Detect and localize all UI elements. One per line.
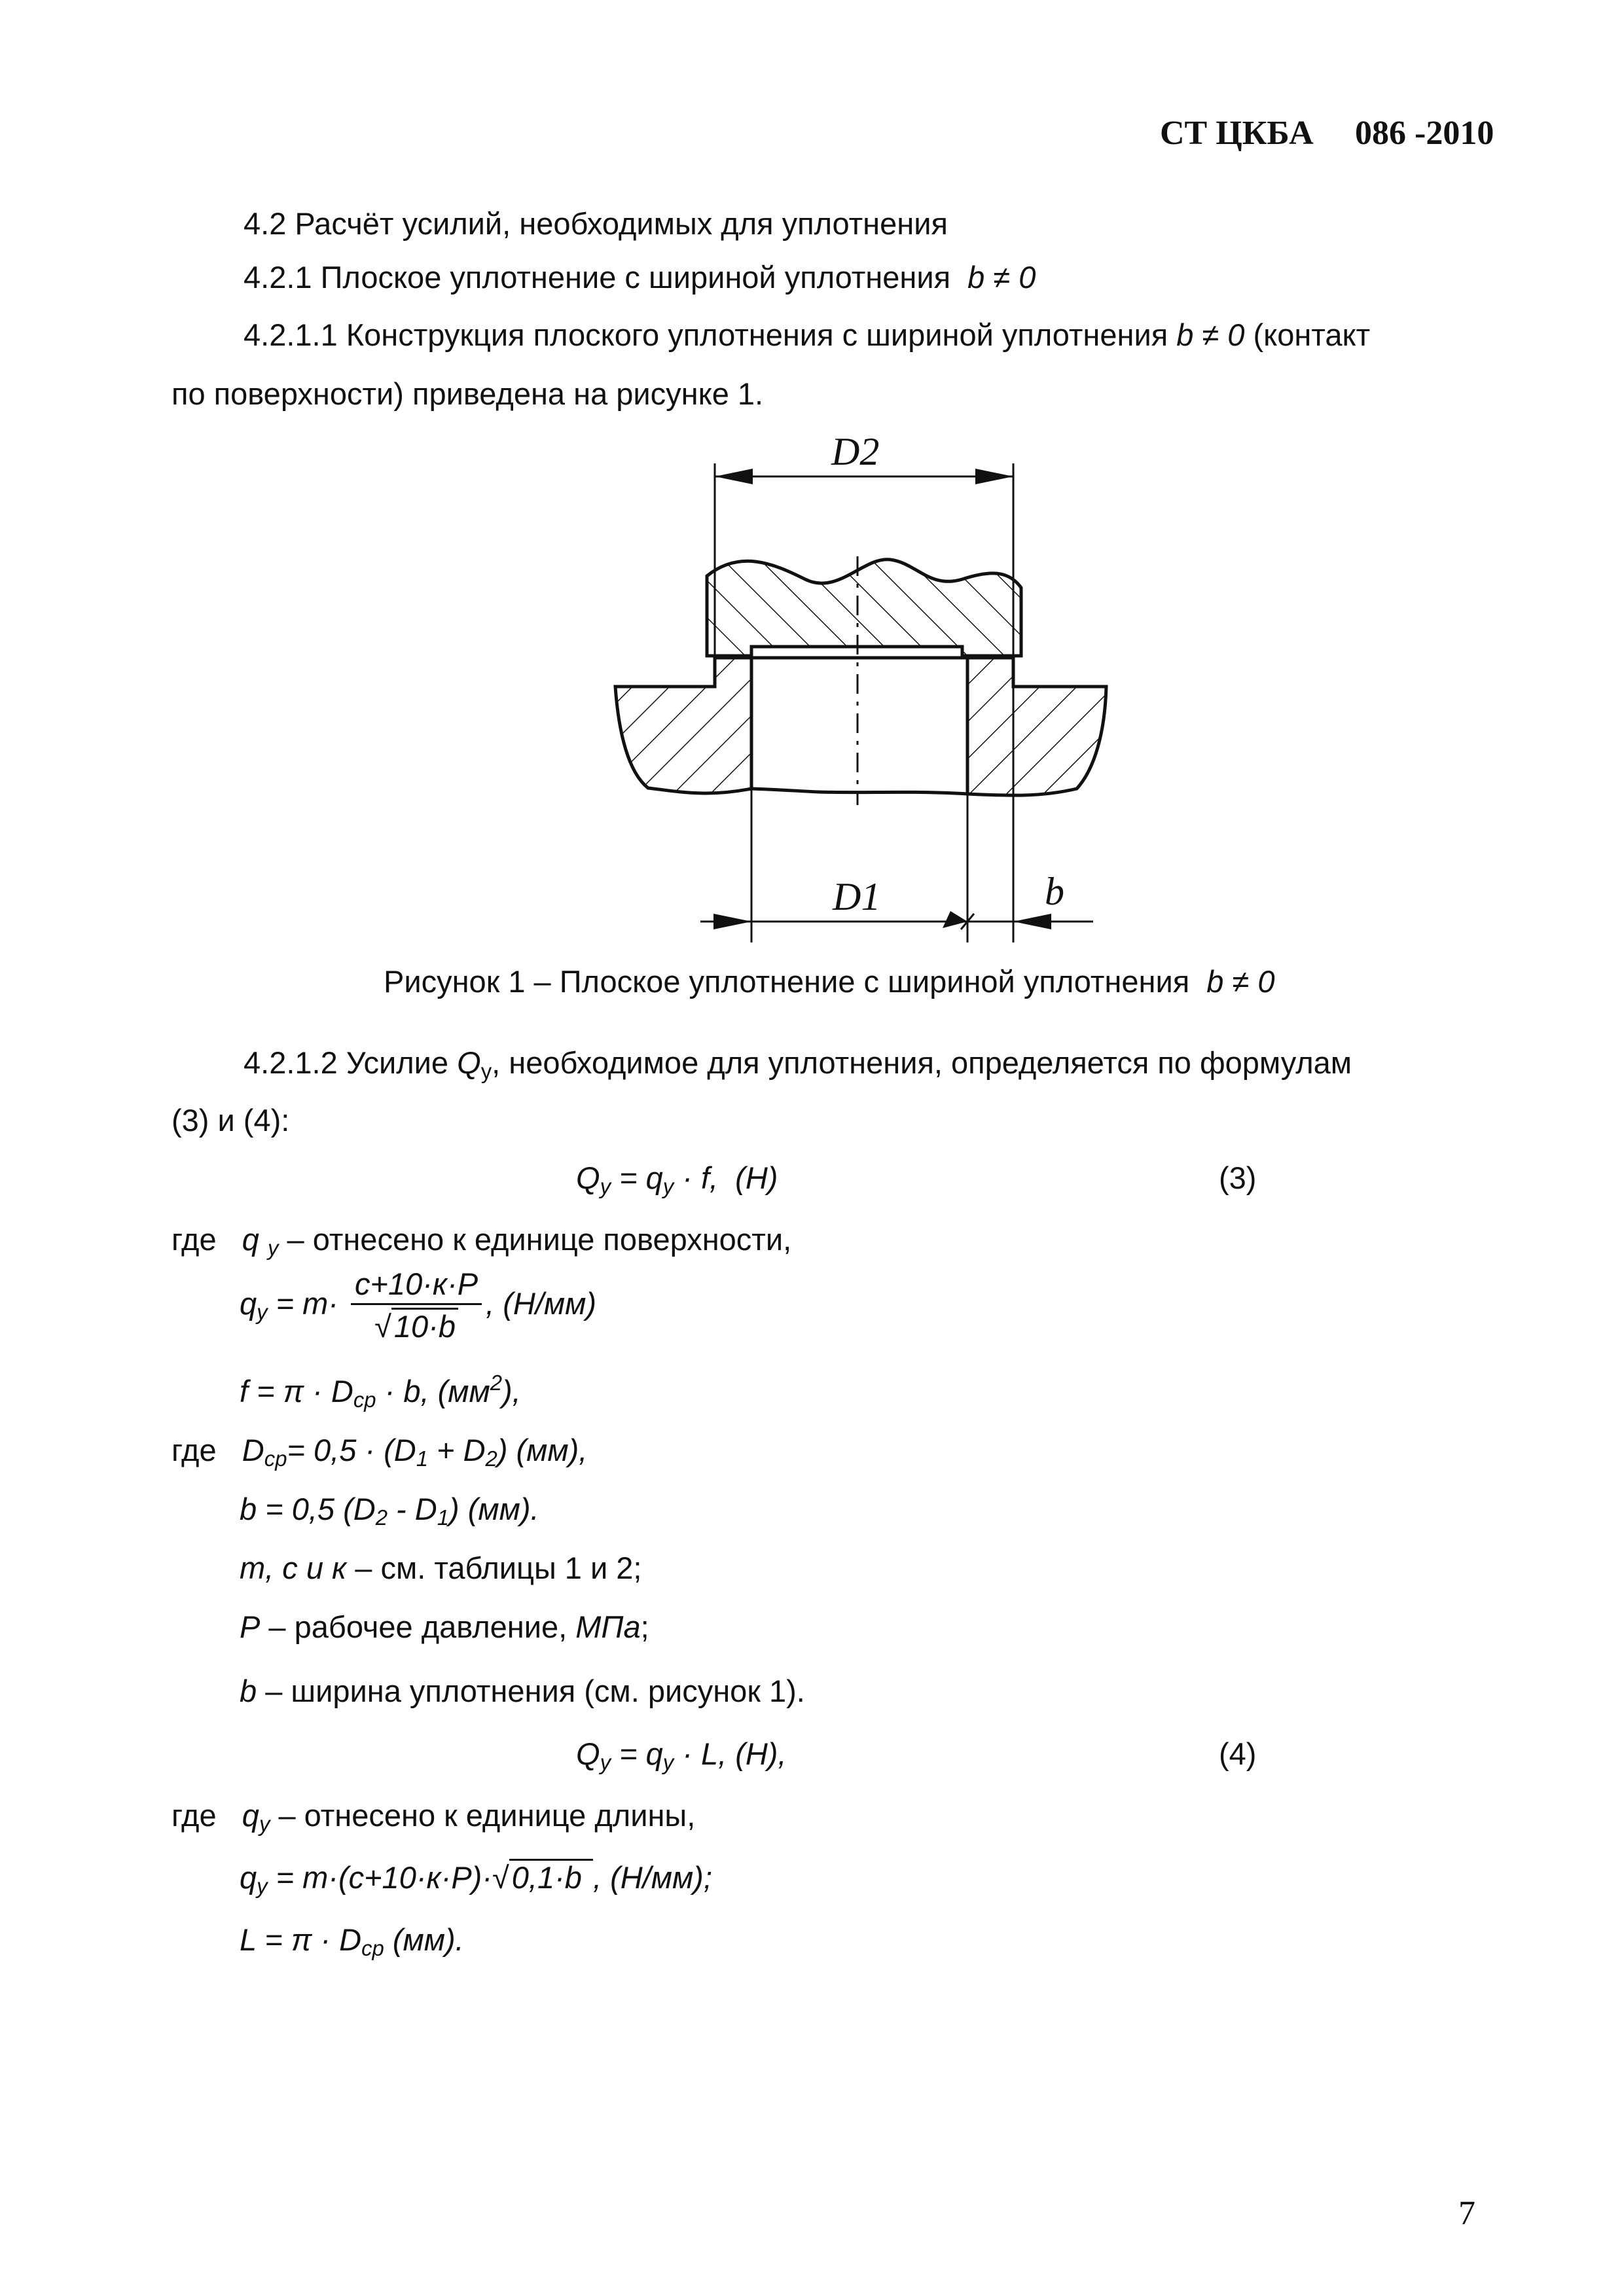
where-2-dcp: где $D_{ср}= 0,5 \cdot (D_1 + D_2)$ (мм), <box>171 1433 588 1471</box>
section-4-2-1-text: 4.2.1 Плоское уплотнение с шириной уплотнения <box>244 260 951 295</box>
qy-fraction: $\frac{c+10\cdot к\cdot P}{√10\cdot b}$ <box>351 1268 482 1344</box>
doc-number: 086 -2010 <box>1355 115 1494 152</box>
section-4-2-1-1-line2: по поверхности) приведена на рисунке 1. <box>171 376 764 411</box>
section-4-2-1-1-condition: b ≠ 0 <box>1176 317 1245 352</box>
figure-caption-condition: b ≠ 0 <box>1206 964 1275 999</box>
formula-3: $Q_у = q_у \cdot f$, (Н) <box>576 1160 778 1199</box>
figure-caption <box>384 966 1275 997</box>
where-3: где $q_у$ – отнесено к единице длины, <box>171 1798 696 1837</box>
section-4-2-1-1-end: (контакт <box>1253 317 1371 352</box>
bore <box>751 658 967 794</box>
label-b: b <box>1045 870 1064 913</box>
formula-qy-length: $q_у = m\cdot(c+10\cdot к\cdot P)\cdot√0,1\cdot b$ , (Н/мм); <box>240 1860 712 1899</box>
doc-code: СТ ЦКБА <box>1160 115 1314 152</box>
where-2-bdesc: b – ширина уплотнения (см. рисунок 1). <box>240 1674 805 1708</box>
formula-3-number: (3) <box>1219 1160 1257 1195</box>
page-number: 7 <box>1458 2195 1475 2232</box>
section-4-2-1-1 <box>244 319 1370 350</box>
section-4-2: 4.2 Расчёт усилий, необходимых для уплотнения <box>244 206 948 241</box>
formula-l: $L = \pi \cdot D_{ср}$ (мм). <box>240 1922 464 1961</box>
label-d2: D2 <box>831 430 880 473</box>
where-1: где q $_у$ – отнесено к единице поверхности, <box>171 1222 792 1261</box>
where-2-b: b = 0,5 $(D_2 - D_1)$ (мм). <box>240 1492 539 1530</box>
section-4-2-1 <box>244 262 1036 293</box>
formula-f: $f = \pi \cdot D_{ср} \cdot b$, $(мм^2)$, <box>240 1370 521 1412</box>
figure-caption-text: Рисунок 1 – Плоское уплотнение с шириной уплотнения <box>384 964 1190 999</box>
section-4-2-1-condition: b ≠ 0 <box>967 260 1036 295</box>
section-4-2-1-1-text: 4.2.1.1 Конструкция плоского уплотнения с шириной уплотнения <box>244 317 1168 352</box>
upper-flange <box>707 560 1021 656</box>
lower-body-left <box>615 658 751 793</box>
p-4-2-1-2-line1: 4.2.1.2 Усилие $Q_у$, необходимое для уплотнения, определяется по формулам <box>244 1045 1352 1084</box>
formula-4: $Q_у = q_у \cdot L$, (Н), <box>576 1736 787 1775</box>
lower-body-right <box>967 658 1106 795</box>
formula-qy-surface: $q_у = m\cdot$ $\frac{c+10\cdot к\cdot P}{√10\cdot b}$ , (Н/мм) <box>240 1266 596 1344</box>
p-4-2-1-2-line2: (3) и (4): <box>171 1103 290 1138</box>
label-d1: D1 <box>833 875 881 918</box>
where-2-p: P – рабочее давление, МПа; <box>240 1609 649 1644</box>
formula-4-number: (4) <box>1219 1736 1257 1771</box>
where-2-mck: m, c и к – см. таблицы 1 и 2; <box>240 1551 642 1585</box>
